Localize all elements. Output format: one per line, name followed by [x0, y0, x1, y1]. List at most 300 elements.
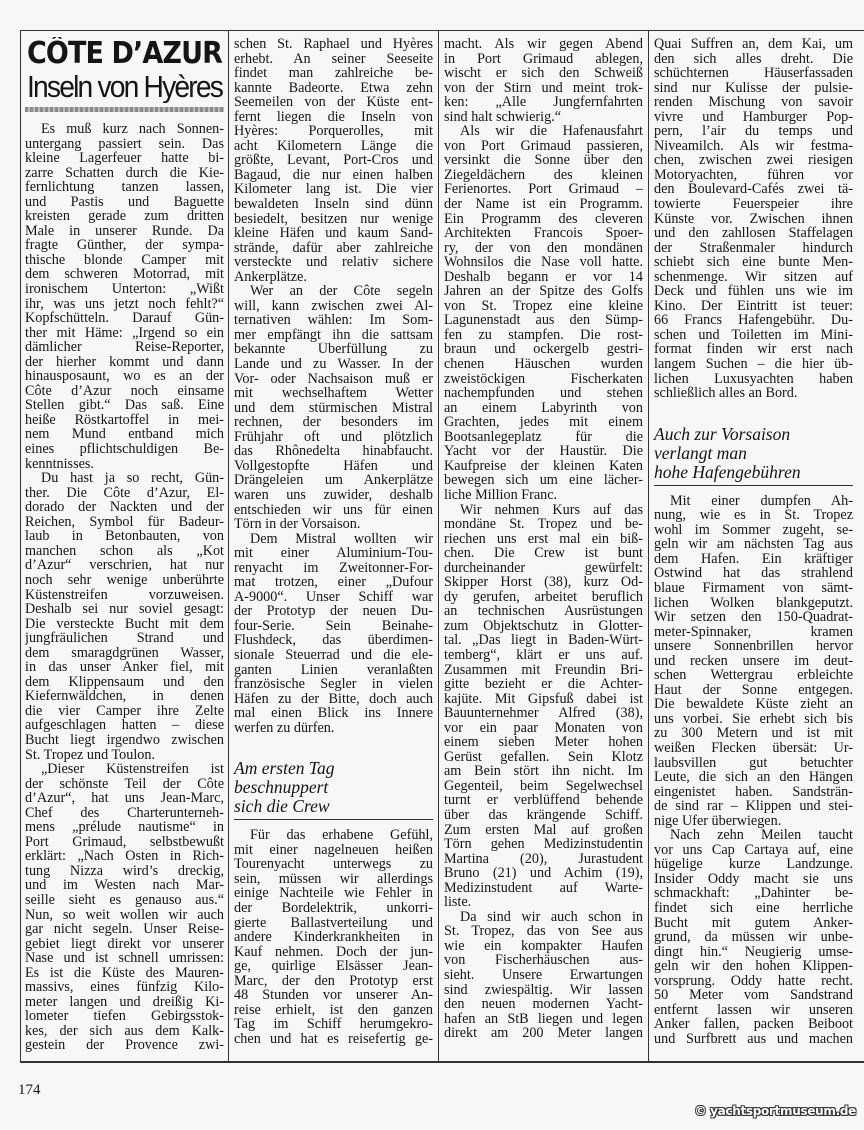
- text-line: 48 Stunden vor unserer An-: [234, 988, 433, 1003]
- text-line: über das krängende Schiff.: [444, 807, 643, 823]
- text-line: fragte Günther, der sympa-: [25, 238, 224, 253]
- paragraph: [25, 471, 224, 762]
- text-line: ry, der von den mondänen: [444, 240, 643, 256]
- text-line: Drängeleien um Ankerplätze: [234, 473, 433, 488]
- text-line: vorsprung. Oddy hatte recht.: [654, 973, 853, 989]
- text-line: der Bordelektrik, unkorri-: [234, 900, 433, 916]
- text-line: chen und hat es reisefertig ge-: [234, 1031, 433, 1047]
- text-line: mit wechselhaftem Wetter: [234, 386, 433, 401]
- text-line: nachempfunden und stehen: [444, 386, 643, 401]
- text-line: Vor- oder Nachsaison muß er: [234, 371, 433, 387]
- text-line: und Surfbrett aus und machen: [654, 1031, 853, 1047]
- frame-bottom-rule: [20, 1061, 864, 1063]
- text-line: renden Mischung von savoir: [654, 95, 853, 110]
- text-line: Jahren an der Spitze des Golfs: [444, 284, 643, 299]
- text-line: Gegenteil, beim Segelwechsel: [444, 778, 643, 794]
- text-line: Bagaud, die nur einen halben: [234, 167, 433, 183]
- frame-top-rule: [20, 30, 864, 31]
- text-line: heiße Röstkartoffel in mei-: [25, 412, 224, 428]
- text-line: Hyères: Porquerolles, mit: [234, 124, 433, 139]
- text-line: Marc, der den Prototyp erst: [234, 973, 433, 989]
- text-line: eingenistet haben. Sandsträn-: [654, 784, 853, 800]
- heading-line: verlangt man: [654, 442, 747, 463]
- text-line: waren uns zuwider, deshalb: [234, 487, 433, 503]
- text-line: ken: „Alle Jungfernfahrten: [444, 95, 643, 110]
- text-line: hinausposaunt, wo es an der: [25, 369, 224, 384]
- text-line: der hierher kommt und dann: [25, 354, 224, 370]
- text-line: vivre und Hamburger Pop-: [654, 109, 853, 125]
- text-line: Deshalb sei nur soviel gesagt:: [25, 602, 224, 617]
- text-line: bewegen sich um eine lächer-: [444, 473, 643, 488]
- text-line: Mit einer dumpfen Ah-: [670, 493, 853, 509]
- article-column-4: [654, 37, 853, 1046]
- text-line: und recken unsere im deut-: [654, 653, 853, 669]
- text-line: Yacht vor der Haustür. Die: [444, 444, 643, 459]
- text-line: Nun, so weit wollen wir auch: [25, 907, 224, 923]
- text-line: ganten Linien veranlaßten: [234, 662, 433, 678]
- text-line: nung, wie es in St. Tropez: [654, 508, 853, 523]
- text-line: unsere Sonnenbrillen hervor: [654, 639, 853, 654]
- watermark: © yachtsportmuseum.de: [694, 1104, 856, 1118]
- text-line: am Bein stört ihn nicht. Im: [444, 764, 643, 779]
- text-line: uns vorbei. Sie erhebt sich bis: [654, 711, 853, 727]
- text-line: Quai Suffren an, dem Kai, um: [654, 37, 853, 52]
- text-line: dem smaragdgrünen Wasser,: [25, 645, 224, 661]
- text-line: nem Mund entband mich: [25, 427, 224, 443]
- text-line: Motoryachten, führen vor: [654, 167, 853, 183]
- text-line: Ostwind hat das strahlend: [654, 566, 853, 581]
- text-line: 50 Meter vom Sandstrand: [654, 988, 853, 1003]
- text-line: ther. Die Côte d’Azur, El-: [25, 485, 224, 501]
- text-line: eines pflichtschuldigen Be-: [25, 442, 224, 457]
- text-line: dem schweren Motorrad, mit: [25, 267, 224, 283]
- text-line: Wer an der Côte segeln: [250, 284, 433, 299]
- text-line: mal einen Blick ins Innere: [234, 706, 433, 721]
- text-line: erhebt. An seiner Seeseite: [234, 51, 433, 67]
- text-line: dy gerufen, arbeitet beruflich: [444, 589, 643, 605]
- text-line: wischt er sich den Schweiß: [444, 66, 643, 81]
- text-line: mondäne St. Tropez und be-: [444, 517, 643, 532]
- text-line: langem Suchen – die hier üb-: [654, 357, 853, 372]
- text-line: der Name ist ein Programm.: [444, 197, 643, 212]
- text-line: Zum ersten Mal auf großen: [444, 822, 643, 838]
- text-line: Bucht mit gutem Anker-: [654, 915, 853, 931]
- text-line: Tag im Schiff herumgekro-: [234, 1017, 433, 1032]
- text-line: vor ein paar Monaten von: [444, 720, 643, 736]
- text-line: französische Segler in vielen: [234, 677, 433, 692]
- text-line: und den zahllosen Staffelagen: [654, 226, 853, 241]
- text-line: noch sehr wenige unberührte: [25, 572, 224, 588]
- text-line: Tourenyacht unterwegs zu: [234, 857, 433, 872]
- text-line: Kauf nehmen. Doch der jun-: [234, 944, 433, 960]
- subtitle-row: [27, 70, 224, 103]
- text-line: Reichen, Symbol für Badeur-: [25, 514, 224, 530]
- text-line: St. Tropez, das von See aus: [444, 924, 643, 939]
- text-line: von St. Tropez eine kleine: [444, 298, 643, 314]
- text-line: ihr, was uns jetzt noch fehlt?“: [25, 296, 224, 312]
- column-rule-2: [438, 30, 439, 1062]
- text-line: von Port Grimaud passieren,: [444, 138, 643, 154]
- text-line: Kopfschütteln. Darauf Gün-: [25, 311, 224, 326]
- column-body: [654, 37, 853, 1046]
- text-line: format finden wir erst nach: [654, 342, 853, 358]
- text-line: Frühjahr oft und plötzlich: [234, 429, 433, 445]
- text-line: kes, der sich aus dem Kalk-: [25, 1023, 224, 1039]
- column-rule-1: [228, 30, 229, 1062]
- text-line: braun und ockergelb gestri-: [444, 342, 643, 358]
- paragraph: [234, 828, 433, 1046]
- paragraph: [654, 37, 853, 401]
- text-line: von der Stirn und meint trok-: [444, 80, 643, 96]
- text-line: liche Million Franc.: [444, 487, 558, 503]
- text-line: dorado der Nackten und der: [25, 500, 224, 515]
- text-line: schen und Toiletten im Mini-: [654, 327, 853, 343]
- text-line: Häfen zu der Bitte, doch auch: [234, 691, 433, 707]
- text-line: will, kann zwischen zwei Al-: [234, 298, 433, 314]
- text-line: liste.: [444, 895, 472, 910]
- paragraph: [654, 494, 853, 829]
- text-line: durcheinander gewürfelt:: [444, 560, 643, 576]
- text-line: Für das erhabene Gefühl,: [250, 828, 433, 843]
- text-line: wohl im Sommer zugeht, se-: [654, 522, 853, 538]
- text-line: aufgeschlagen hatten – diese: [25, 718, 224, 733]
- text-line: seille sieht es genauso aus.“: [25, 892, 224, 908]
- title-row: [27, 37, 224, 70]
- text-line: Bootsanlegeplatz für die: [444, 429, 643, 445]
- text-line: gebiet liegt direkt vor unserer: [25, 936, 224, 952]
- heading-line: sich die Crew: [234, 796, 330, 817]
- article-title: CÔTE D’AZUR: [27, 37, 222, 70]
- text-line: das Rhônedelta hinabfaucht.: [234, 444, 433, 459]
- text-line: einem sieben Meter hohen: [444, 735, 643, 750]
- text-line: die vier Camper ihre Zelte: [25, 703, 224, 719]
- text-line: massivs, eines fünfzig Kilo-: [25, 980, 224, 995]
- text-line: zum Objektschutz in Glotter-: [444, 618, 643, 634]
- text-line: fernlichtung tanzen lassen,: [25, 180, 224, 195]
- page-number: 174: [18, 1082, 41, 1098]
- text-line: sind zwiespältig. Wir lassen: [444, 982, 643, 998]
- text-line: Male in unserer Runde. Da: [25, 223, 224, 239]
- text-line: renyacht im Zweitonner-For-: [234, 560, 433, 576]
- text-line: Leute, die sich an den Hängen: [654, 770, 853, 785]
- text-line: zarre Schatten durch die Kie-: [25, 165, 224, 181]
- text-line: St. Tropez und Toulon.: [25, 747, 155, 763]
- text-line: Stellen gibt.“ Das saß. Eine: [25, 398, 224, 413]
- paragraph: [234, 37, 433, 284]
- text-line: mer empfängt ihn die sattsam: [234, 327, 433, 343]
- text-line: Kaufpreise der kleinen Katen: [444, 458, 643, 474]
- text-line: schließlich alles an Bord.: [654, 386, 798, 401]
- text-line: Die bewaldete Küste zieht an: [654, 697, 853, 712]
- text-line: d’Azur“, hat uns Jean-Marc,: [25, 791, 224, 806]
- text-line: dämlicher Reise-Reporter,: [25, 340, 224, 355]
- heading-line: beschnuppert: [234, 777, 329, 798]
- text-line: hafen an StB liegen und legen: [444, 1011, 643, 1027]
- text-line: laub in Betonbauten, von: [25, 529, 224, 544]
- article-column-1: [25, 37, 224, 1053]
- title-decorative-rule: [25, 107, 224, 112]
- text-line: sieht. Unsere Erwartungen: [444, 968, 643, 983]
- text-line: Künste vor. Zwischen ihnen: [654, 211, 853, 227]
- text-line: sein, müssen wir allerdings: [234, 871, 433, 887]
- text-line: in das unser Anker fiel, mit: [25, 660, 224, 675]
- text-line: acht Kilometern Länge die: [234, 138, 433, 154]
- text-line: chenen Häuschen wurden: [444, 357, 643, 372]
- text-line: gar nicht segeln. Unser Reise-: [25, 922, 224, 937]
- text-line: untergang passiert sein. Das: [25, 136, 224, 152]
- text-line: Ziegeldächern des kleinen: [444, 167, 643, 183]
- text-line: lichen Luxusyachten haben: [654, 371, 853, 387]
- text-line: Skipper Horst (38), kurz Od-: [444, 575, 643, 590]
- text-line: Törn in der Vorsaison.: [234, 517, 361, 532]
- paragraph: [25, 122, 224, 471]
- article-column-2: [234, 37, 433, 1046]
- text-line: dingt hin.“ Neugierig umse-: [654, 944, 853, 960]
- text-line: Da sind wir auch schon in: [460, 909, 643, 925]
- text-line: und im Westen nach Mar-: [25, 878, 224, 893]
- text-line: zu 300 Metern und ist mit: [654, 726, 853, 741]
- text-line: dem Klippensaum und den: [25, 674, 224, 690]
- text-line: tung Nizza wird’s dreckig,: [25, 863, 224, 879]
- text-line: Du hast ja so recht, Gün-: [41, 471, 224, 486]
- text-line: gierte Ballastverteilung und: [234, 915, 433, 931]
- text-line: zweistöckigen Fischerkaten: [444, 371, 643, 387]
- heading-line: hohe Hafengebühren: [654, 461, 801, 482]
- text-line: A-9000“. Unser Schiff war: [234, 589, 433, 605]
- text-line: sind halt schwierig.“: [444, 109, 562, 125]
- text-line: pern, l’air du temps und: [654, 124, 853, 139]
- text-line: in Port Grimaud ablegen,: [444, 51, 643, 67]
- text-line: ge, quirlige Elsässer Jean-: [234, 959, 433, 974]
- section-heading: [654, 425, 853, 486]
- text-line: Es muß kurz nach Sonnen-: [41, 122, 224, 137]
- text-line: Medizinstudent auf Warte-: [444, 880, 643, 896]
- text-line: wie ein kompakter Haufen: [444, 938, 643, 954]
- text-line: Lagunenstadt aus den Sümp-: [444, 313, 643, 328]
- text-line: entschieden wir uns für einen: [234, 502, 433, 518]
- text-line: werfen zu dürfen.: [234, 720, 335, 736]
- text-line: kajüte. Mit Gipsfuß dabei ist: [444, 691, 643, 707]
- text-line: der Straßenmaler hindurch: [654, 240, 853, 256]
- text-line: riechen uns erst mal ein biß-: [444, 531, 643, 547]
- text-line: Wohnsilos die Nase voll hatte.: [444, 255, 643, 270]
- heading-line: Am ersten Tag: [234, 758, 335, 779]
- paragraph: [234, 284, 433, 531]
- heading-line: Auch zur Vorsaison: [654, 423, 791, 444]
- text-line: direkt am 200 Meter langen: [444, 1026, 643, 1041]
- text-line: manchen schon als „Kot: [25, 543, 224, 559]
- text-line: Gerüst gefallen. Sein Klotz: [444, 749, 643, 765]
- text-line: Deck und fühlen uns wie im: [654, 284, 853, 299]
- text-line: weißen Flecken übersät: Ur-: [654, 740, 853, 756]
- text-line: entfernt lassen wir unseren: [654, 1002, 853, 1018]
- text-line: Bucht liegt irgendwo zwischen: [25, 732, 224, 748]
- text-line: Anker fallen, packen Beiboot: [654, 1017, 853, 1032]
- text-line: Chef des Charterunterneh-: [25, 805, 224, 821]
- text-line: ternativen wählen: Im Som-: [234, 313, 433, 328]
- text-line: schüchternen Häuserfassaden: [654, 66, 853, 81]
- text-line: lichen Wolken blankgeputzt.: [654, 595, 853, 611]
- text-line: kleine Lagerfeuer hatte bi-: [25, 151, 224, 166]
- text-line: Wir nehmen Kurs auf das: [460, 502, 643, 518]
- column-body: [25, 122, 224, 1053]
- text-line: kreisten gerade zum dritten: [25, 209, 224, 224]
- text-line: schmackhaft: „Dahinter be-: [654, 886, 853, 901]
- text-line: Es ist die Küste des Mauren-: [25, 965, 224, 981]
- text-line: kannte Badeorte. Etwa zehn: [234, 80, 433, 96]
- text-line: 66 Francs Hafengebühr. Du-: [654, 313, 853, 328]
- text-line: und Pastis und Baguette: [25, 194, 224, 210]
- column-body: [234, 37, 433, 1046]
- text-line: den sich alles dreht. Die: [654, 51, 853, 67]
- text-line: Vollgestopfte Häfen und: [234, 458, 433, 474]
- text-line: Insider Oddy macht sie uns: [654, 871, 853, 887]
- text-line: schen St. Raphael und Hyères: [234, 37, 433, 52]
- text-line: Flushdeck, das überdimen-: [234, 633, 433, 648]
- text-line: schenmenge. Wir sitzen auf: [654, 269, 853, 285]
- text-line: Architekten Francois Spoer-: [444, 226, 643, 241]
- text-line: mens „prélude nautisme“ in: [25, 820, 224, 835]
- text-line: und dem stürmischen Mistral: [234, 400, 433, 416]
- text-line: schen Wettergrau erbleichte: [654, 668, 853, 683]
- text-line: „Dieser Küstenstreifen ist: [41, 762, 224, 777]
- text-line: d’Azur“ verschrien, hat nur: [25, 558, 224, 573]
- text-line: versteckte und relativ sichere: [234, 255, 433, 270]
- text-line: Die versteckte Bucht mit dem: [25, 616, 224, 632]
- text-line: chen, zwischen zwei riesigen: [654, 153, 853, 168]
- text-line: bewaldeten Inseln sind dünn: [234, 197, 433, 212]
- text-line: laubsvillen gut betuchter: [654, 755, 853, 771]
- text-line: ironischem Unterton: „Wißt: [25, 282, 224, 297]
- paragraph: [25, 762, 224, 1053]
- text-line: Grachten, jedes mit einem: [444, 415, 643, 430]
- text-line: fernt liegen die Inseln von: [234, 109, 433, 125]
- text-line: Kilometer lang ist. Die vier: [234, 182, 433, 198]
- text-line: fen zu stampfen. Die rost-: [444, 327, 643, 343]
- text-line: rechnen, der besonders im: [234, 415, 433, 430]
- text-line: Haut der Sonne entgegen.: [654, 682, 853, 698]
- text-line: hügelige kurze Landzunge.: [654, 857, 853, 872]
- paragraph: [444, 503, 643, 910]
- text-line: Nase und ist schnell umrissen:: [25, 951, 224, 966]
- text-line: macht. Als wir gegen Abend: [444, 37, 643, 52]
- text-line: vor uns Cap Cartaya auf, eine: [654, 842, 853, 858]
- text-line: Lande und zu Wasser. In der: [234, 357, 433, 372]
- text-line: schiebt sich eine bunte Men-: [654, 255, 853, 270]
- paragraph: [444, 37, 643, 124]
- text-line: reise erhielt, ist den ganzen: [234, 1002, 433, 1018]
- text-line: Dem Mistral wollten wir: [250, 531, 433, 547]
- paragraph: [444, 124, 643, 502]
- text-line: der schönste Teil der Côte: [25, 776, 224, 792]
- text-line: andere Kinderkrankheiten in: [234, 930, 433, 945]
- text-line: einige Nachteile wie Fehler in: [234, 886, 433, 901]
- section-heading: [234, 759, 433, 820]
- text-line: Seemeilen von der Küste ent-: [234, 95, 433, 110]
- text-line: größte, Levant, Port-Cros und: [234, 153, 433, 168]
- text-line: der Prototyp der neuen Du-: [234, 604, 433, 619]
- text-line: geln wir am nächsten Tag aus: [654, 537, 853, 552]
- text-line: Kiefernwäldchen, in denen: [25, 689, 224, 704]
- text-line: Port Grimaud, selbstbewußt: [25, 834, 224, 850]
- text-line: Bruno (21) und Achim (19),: [444, 866, 643, 881]
- text-line: bekannte Überfüllung zu: [234, 342, 433, 358]
- text-line: versinkt die Sonne über den: [444, 153, 643, 168]
- text-line: an technischen Ausrüstungen: [444, 604, 643, 619]
- text-line: Ein Programm des cleveren: [444, 211, 643, 227]
- text-line: Kino. Der Eintritt ist teuer:: [654, 298, 853, 314]
- paragraph: [234, 532, 433, 736]
- text-line: Deshalb begann er vor 14: [444, 269, 643, 285]
- paragraph: [654, 828, 853, 1046]
- paragraph: [444, 910, 643, 1041]
- column-rule-left: [20, 30, 21, 1062]
- text-line: four-Serie. Sein Beinahe-: [234, 618, 433, 634]
- text-line: grund, da müssen wir unbe-: [654, 930, 853, 945]
- text-line: mit einer nagelneuen heißen: [234, 842, 433, 858]
- text-line: kleine Häfen und kaum Sand-: [234, 226, 433, 241]
- text-line: sind nur Kulisse der pulsie-: [654, 80, 853, 96]
- text-line: Martina (20), Jurastudent: [444, 851, 643, 867]
- column-body: [444, 37, 643, 1041]
- text-line: an einem Labyrinth von: [444, 400, 643, 416]
- text-line: Ankerplätze.: [234, 269, 307, 285]
- article-subtitle: Inseln von Hyères: [27, 70, 223, 103]
- text-line: den neuen modernen Yacht-: [444, 997, 643, 1012]
- text-line: Als wir die Hafenausfahrt: [460, 124, 643, 139]
- text-line: thische blonde Camper mit: [25, 252, 224, 268]
- text-line: findet sich eine herrliche: [654, 900, 853, 916]
- text-line: erklärt: „Nach Osten in Rich-: [25, 849, 224, 864]
- article-column-3: [444, 37, 643, 1041]
- text-line: mit einer Aluminium-Tou-: [234, 546, 433, 561]
- text-line: towierte Feuerspeier ihre: [654, 197, 853, 212]
- text-line: Törn gehen Medizinstudentin: [444, 837, 643, 852]
- text-line: mat trotzen, einer „Dufour: [234, 575, 433, 590]
- text-line: tal. „Das liegt in Baden-Würt-: [444, 633, 643, 648]
- text-line: strände, dafür aber zahlreiche: [234, 240, 433, 256]
- text-line: den Boulevard-Cafés zwei tä-: [654, 182, 853, 198]
- text-line: ther mit Häme: „Irgend so ein: [25, 325, 224, 341]
- text-line: besiedelt, besitzen nur wenige: [234, 211, 433, 227]
- text-line: chen. Die Crew ist bunt: [444, 546, 643, 561]
- text-line: dem Hafen. Ein kräftiger: [654, 551, 853, 567]
- text-line: Zusammen mit Freundin Bri-: [444, 662, 643, 678]
- text-line: lometer tiefen Gebirgsstok-: [25, 1009, 224, 1024]
- text-line: Niveamilch. Als wir festma-: [654, 138, 853, 154]
- text-line: von Fischerhäuschen aus-: [444, 953, 643, 968]
- text-line: Ferienortes. Port Grimaud –: [444, 182, 643, 198]
- text-line: de sind rar – Klippen und stei-: [654, 799, 853, 814]
- text-line: gestein der Provence zwi-: [25, 1038, 224, 1053]
- text-line: nige Ufer überwiegen.: [654, 813, 782, 829]
- text-line: jungfräulichen Strand und: [25, 631, 224, 646]
- text-line: kenntnisses.: [25, 456, 94, 472]
- text-line: sionale Steuerrad und die ele-: [234, 647, 433, 663]
- text-line: Côte d’Azur noch einsame: [25, 383, 224, 399]
- text-line: Küstenstreifen vorzuweisen.: [25, 587, 224, 603]
- text-line: Bauunternehmer Alfred (38),: [444, 706, 643, 721]
- text-line: gitte bezieht er die Achter-: [444, 677, 643, 692]
- text-line: turnt er verblüffend behende: [444, 793, 643, 808]
- text-line: meter-Spinnaker, kramen: [654, 624, 853, 640]
- text-line: Nach zehn Meilen taucht: [670, 828, 853, 843]
- text-line: findet man zahlreiche be-: [234, 66, 433, 81]
- text-line: blaue Firmament von sämt-: [654, 580, 853, 596]
- text-line: temberg“, klärt er uns auf.: [444, 647, 643, 663]
- column-rule-3: [648, 30, 649, 1062]
- text-line: geln wir den hohen Klippen-: [654, 959, 853, 974]
